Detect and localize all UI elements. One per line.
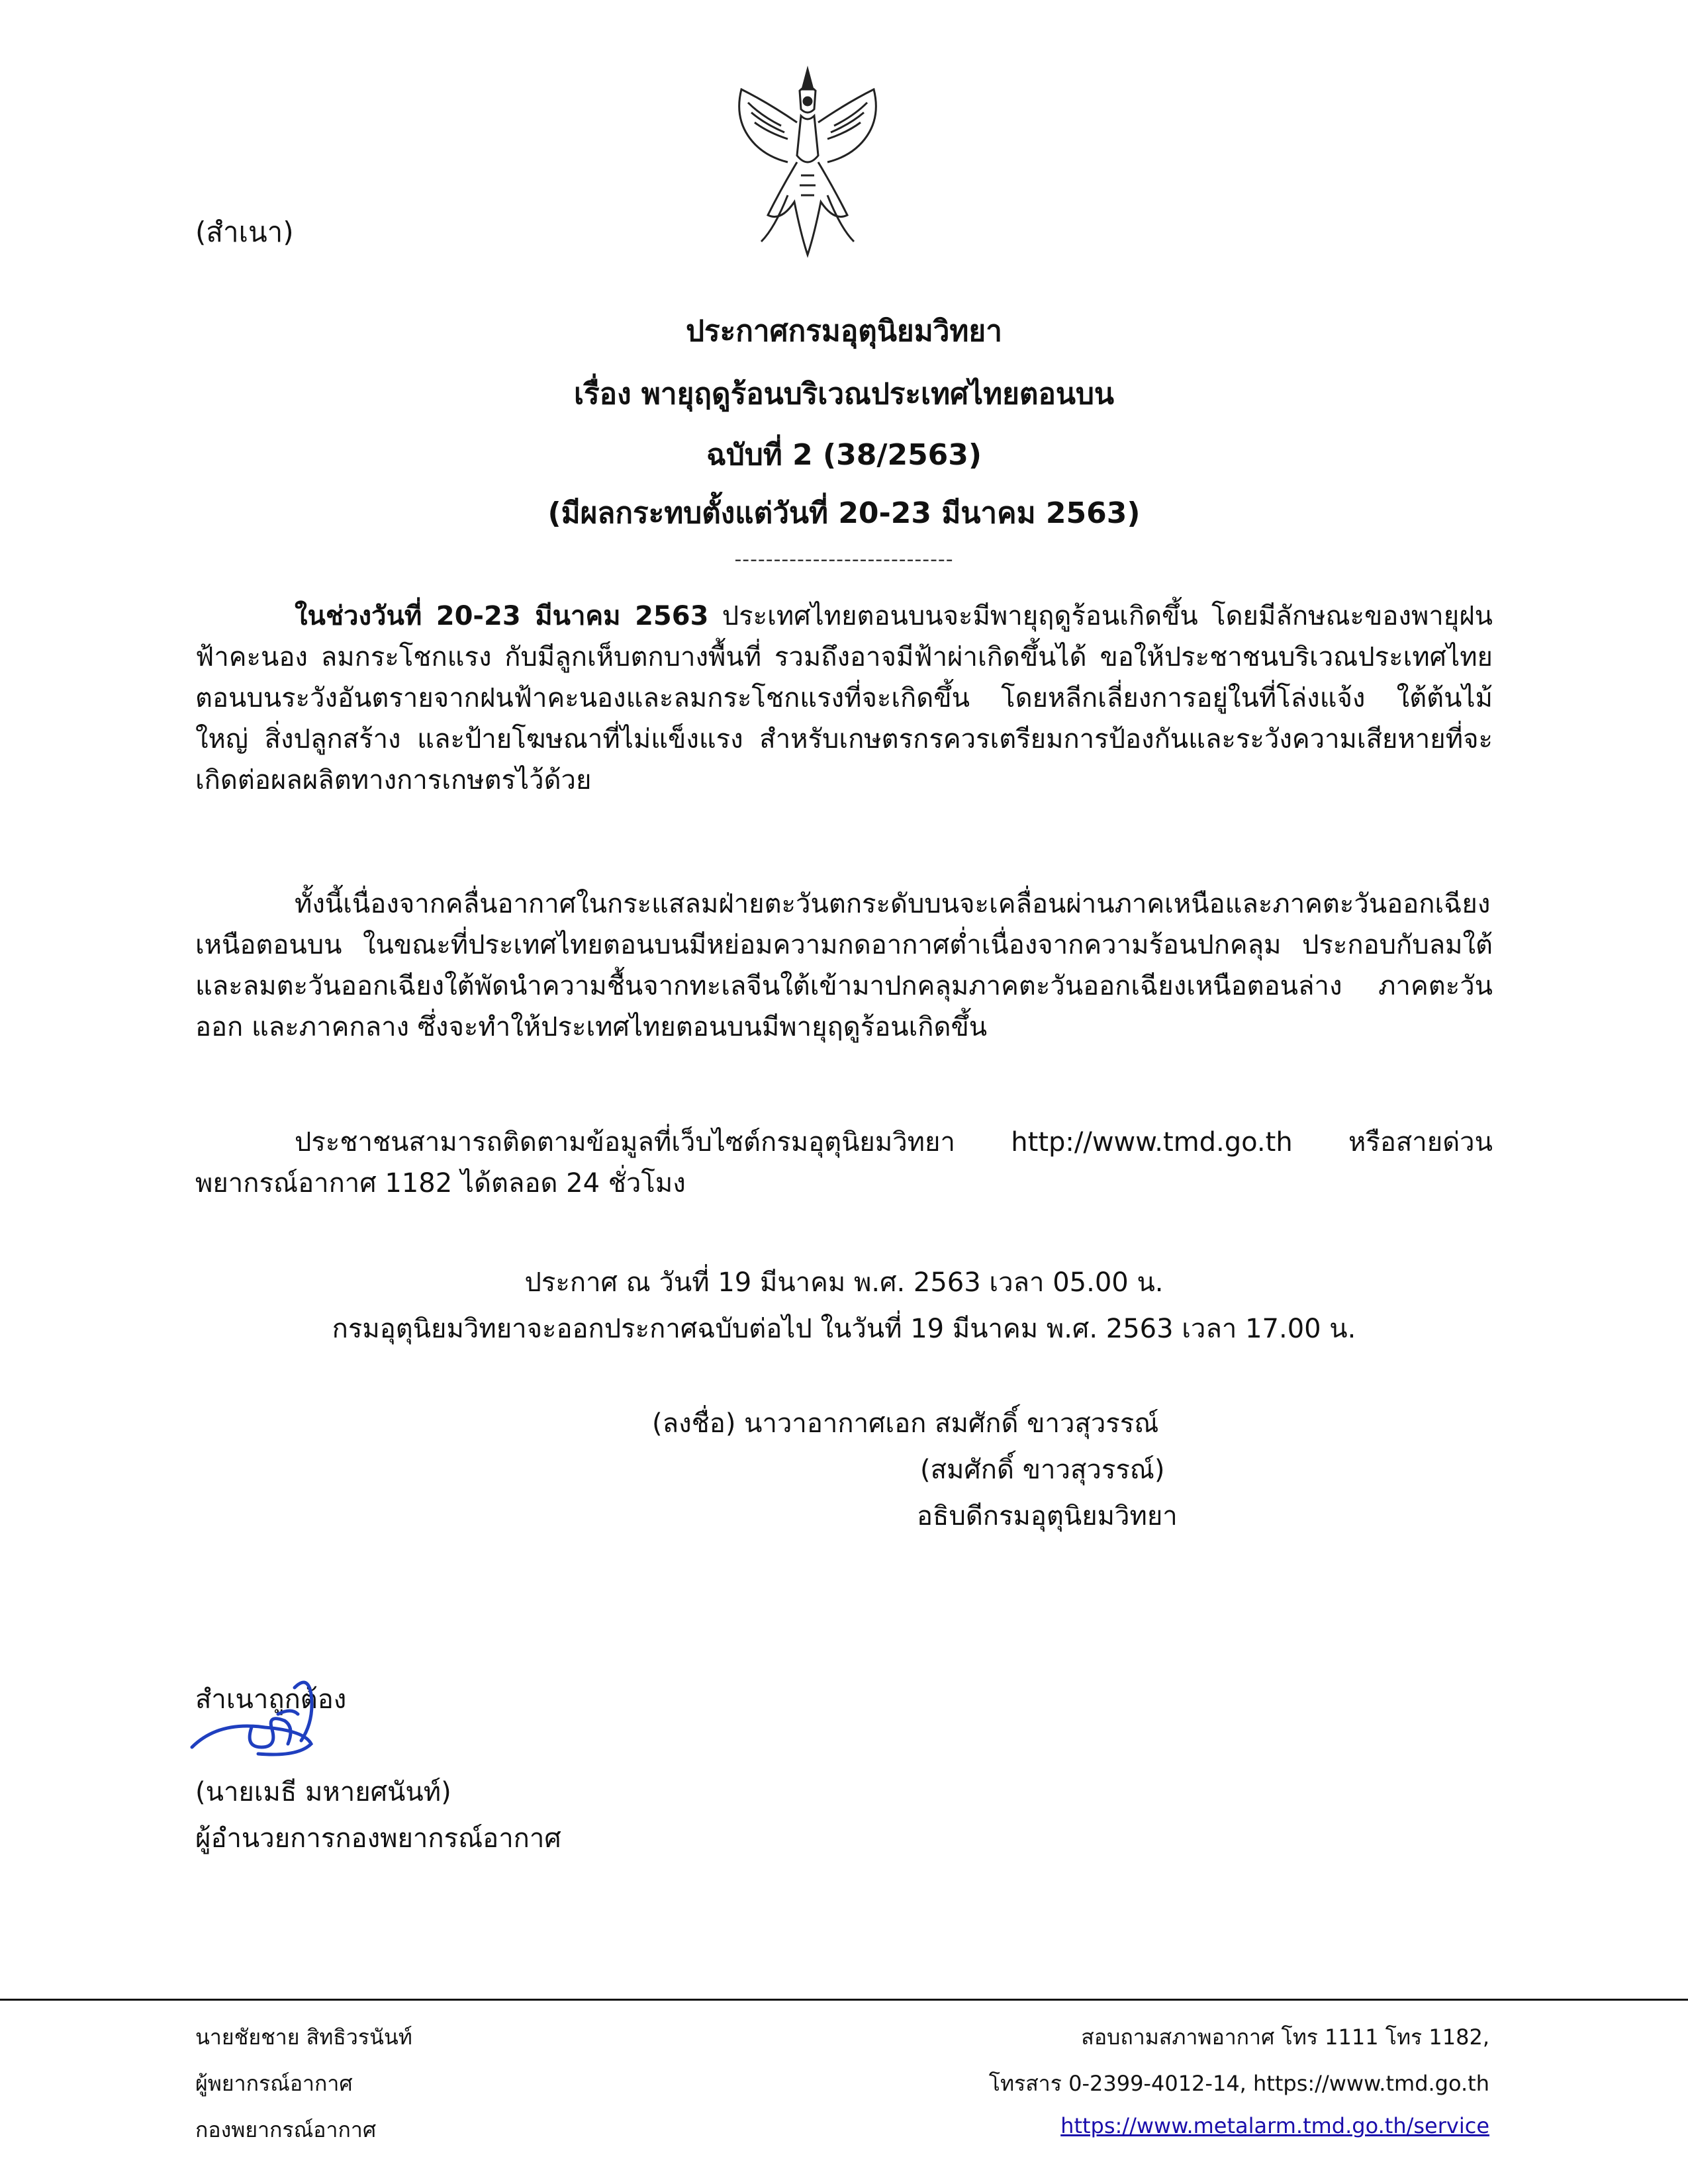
signatory-position: อธิบดีกรมอุตุนิยมวิทยา — [917, 1501, 1178, 1531]
certified-copy-label: สำเนาถูกต้อง — [195, 1684, 347, 1715]
announcement-issue: ฉบับที่ 2 (38/2563) — [706, 438, 982, 472]
footer-service-link[interactable]: https://www.metalarm.tmd.go.th/service — [1060, 2113, 1489, 2138]
announcement-effective-date: (มีผลกระทบตั้งแต่วันที่ 20-23 มีนาคม 2563) — [547, 496, 1141, 530]
signatory-name: (สมศักดิ์ ขาวสุวรรณ์) — [920, 1455, 1165, 1485]
certified-position: ผู้อำนวยการกองพยากรณ์อากาศ — [195, 1823, 561, 1854]
certified-name: (นายเมธี มหายศนันท์) — [195, 1777, 451, 1807]
footer-forecaster-title: ผู้พยากรณ์อากาศ — [195, 2071, 353, 2096]
paragraph-1-text: ประเทศไทยตอนบนจะมีพายุฤดูร้อนเกิดขึ้น โดยมีลักษณะของพายุฝนฟ้าคะนอง ลมกระโชกแรง กับมีลูกเห็บตกบางพื้นที่ รวมถึงอาจมีฟ้าผ่าเกิดขึ้นได้ ขอให้ประชาชนบริเวณประเทศไทยตอนบนระวังอันตรายจากฝนฟ้าคะนองและลมกระโชกแรงที่จะเกิดขึ้น โดยหลีกเลี่ยงการอยู่ในที่โล่งแจ้ง ใต้ต้นไม้ใหญ่ สิ่งปลูกสร้าง และป้ายโฆษณาที่ไม่แข็งแรง สำหรับเกษตรกรควรเตรียมการป้องกันและระวังความเสียหายที่จะเกิดต่อผลผลิตทางการเกษตรไว้ด้วย — [195, 601, 1493, 796]
garuda-emblem — [722, 63, 894, 261]
next-issue-line: กรมอุตุนิยมวิทยาจะออกประกาศฉบับต่อไป ในวันที่ 19 มีนาคม พ.ศ. 2563 เวลา 17.00 น. — [332, 1314, 1356, 1344]
footer-rule — [0, 1999, 1688, 2001]
announce-date-line: ประกาศ ณ วันที่ 19 มีนาคม พ.ศ. 2563 เวลา 05.00 น. — [524, 1267, 1164, 1298]
paragraph-1 — [195, 596, 1493, 801]
announcement-subject: เรื่อง พายุฤดูร้อนบริเวณประเทศไทยตอนบน — [573, 377, 1115, 411]
footer-forecaster-division: กองพยากรณ์อากาศ — [195, 2117, 377, 2142]
announcement-title: ประกาศกรมอุตุนิยมวิทยา — [686, 314, 1002, 348]
footer-forecaster-name: นายชัยชาย สิทธิวรนันท์ — [195, 2025, 412, 2050]
footer-contact-fax: โทรสาร 0-2399-4012-14, https://www.tmd.go.th — [988, 2071, 1489, 2096]
paragraph-3: ประชาชนสามารถติดตามข้อมูลที่เว็บไซต์กรมอุตุนิยมวิทยา http://www.tmd.go.th หรือสายด่วนพยากรณ์อากาศ 1182 ได้ตลอด 24 ชั่วโมง — [195, 1127, 1493, 1199]
signatory-signed: (ลงชื่อ) นาวาอากาศเอก สมศักดิ์ ขาวสุวรรณ์ — [652, 1408, 1159, 1439]
paragraph-1-bold-date: ในช่วงวันที่ 20-23 มีนาคม 2563 — [295, 601, 709, 631]
copy-label: (สำเนา) — [195, 216, 294, 248]
paragraph-2: ทั้งนี้เนื่องจากคลื่นอากาศในกระแสลมฝ่ายตะวันตกระดับบนจะเคลื่อนผ่านภาคเหนือและภาคตะวันออกเฉียงเหนือตอนบน ในขณะที่ประเทศไทยตอนบนมีหย่อมความกดอากาศต่ำเนื่องจากความร้อนปกคลุม ประกอบกับลมใต้และลมตะวันออกเฉียงใต้พัดนำความชื้นจากทะเลจีนใต้เข้ามาปกคลุมภาคตะวันออกเฉียงเหนือตอนล่าง ภาคตะวันออก และภาคกลาง ซึ่งจะทำให้ประเทศไทยตอนบนมีพายุฤดูร้อนเกิดขึ้น — [195, 889, 1493, 1042]
handwritten-signature — [179, 1648, 351, 1774]
footer-contact-phone: สอบถามสภาพอากาศ โทร 1111 โทร 1182, — [1081, 2025, 1489, 2050]
title-divider: ---------------------------- — [734, 548, 954, 571]
